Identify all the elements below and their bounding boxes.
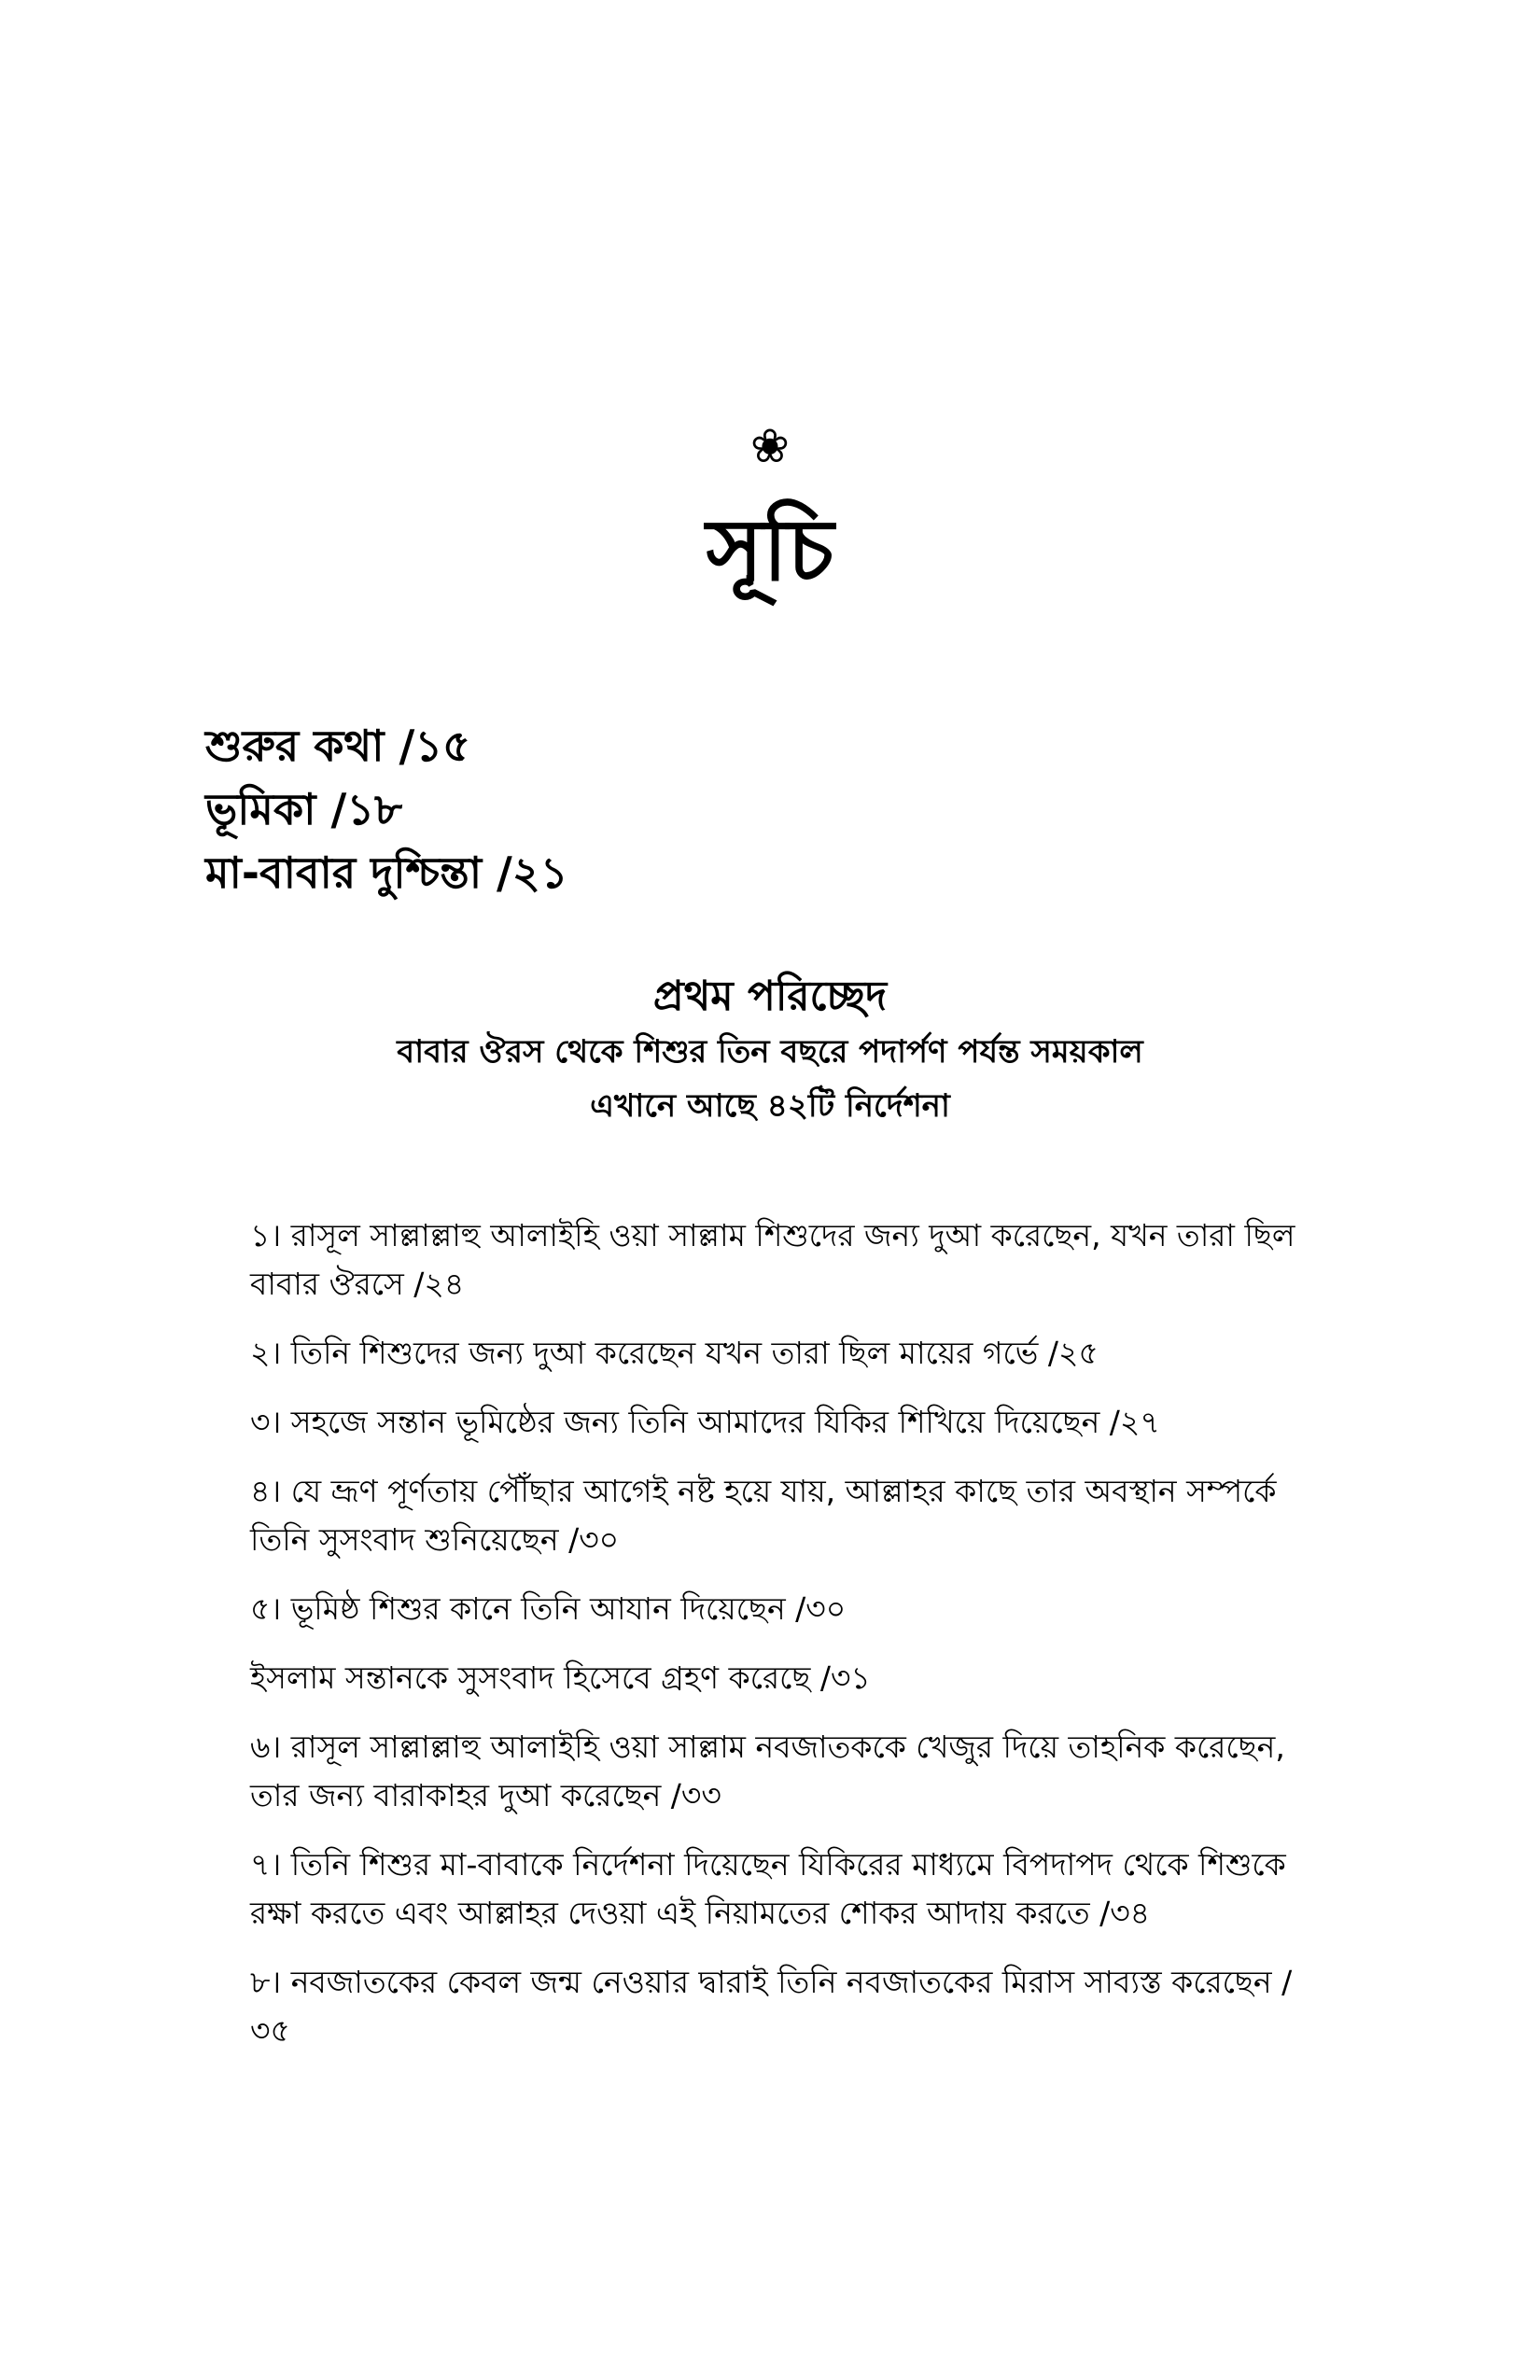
toc-list [250, 1211, 1300, 2076]
page-title: সূচি [706, 500, 834, 600]
flower-ornament-icon: ❀ [750, 419, 790, 473]
toc-entry: ৭। তিনি শিশুর মা-বাবাকে নির্দেশনা দিয়েছেন যিকিরের মাধ্যমে বিপদাপদ থেকে শিশুকে রক্ষা করতে এবং আল্লাহর দেওয়া এই নিয়ামতের শোকর আদায় করতে /৩৪ [250, 1846, 1286, 1931]
toc-entry: ৫। ভূমিষ্ঠ শিশুর কানে তিনি আযান দিয়েছেন /৩০ [250, 1590, 847, 1627]
toc-entry: ৮। নবজাতকের কেবল জন্ম নেওয়ার দ্বারাই তিনি নবজাতকের মিরাস সাব্যস্ত করেছেন /৩৫ [250, 1964, 1293, 2049]
toc-entry: ২। তিনি শিশুদের জন্য দুআ করেছেন যখন তারা ছিল মায়ের গর্ভে /২৫ [250, 1335, 1099, 1371]
toc-entry: ৬। রাসূল সাল্লাল্লাহু আলাইহি ওয়া সাল্লাম নবজাতককে খেজুর দিয়ে তাহনিক করেছেন, তার জন্য বারাকাহর দুআ করেছেন /৩৩ [250, 1729, 1285, 1813]
front-matter-item-introduction: ভূমিকা /১৮ [205, 784, 403, 834]
chapter-note: এখানে আছে ৪২টি নির্দেশনা [590, 1087, 950, 1125]
toc-entry: ৩। সহজে সন্তান ভূমিষ্ঠের জন্য তিনি আমাদের যিকির শিখিয়ে দিয়েছেন /২৭ [250, 1404, 1160, 1440]
toc-entry: ইসলাম সন্তানকে সুসংবাদ হিসেবে গ্রহণ করেছে /৩১ [250, 1659, 871, 1696]
front-matter-list [205, 714, 1325, 904]
front-matter-item-parents-worry: মা-বাবার দুশ্চিন্তা /২১ [205, 847, 568, 898]
toc-entry: ৪। যে ভ্রূণ পূর্ণতায় পৌঁছার আগেই নষ্ট হয়ে যায়, আল্লাহর কাছে তার অবস্থান সম্পর্কে তিনি সুসংবাদ শুনিয়েছেন /৩০ [250, 1473, 1277, 1558]
chapter-subtitle: বাবার ঔরস থেকে শিশুর তিন বছরে পদার্পণ পর্যন্ত সময়কাল [397, 1033, 1143, 1071]
chapter-title: প্রথম পরিচ্ছেদ [652, 973, 888, 1020]
toc-entry: ১। রাসূল সাল্লাল্লাহু আলাইহি ওয়া সাল্লাম শিশুদের জন্য দুআ করেছেন, যখন তারা ছিল বাবার ঔরসে /২৪ [250, 1217, 1295, 1302]
chapter-header [0, 969, 1540, 1133]
front-matter-item-preface: শুরুর কথা /১৫ [205, 721, 471, 771]
